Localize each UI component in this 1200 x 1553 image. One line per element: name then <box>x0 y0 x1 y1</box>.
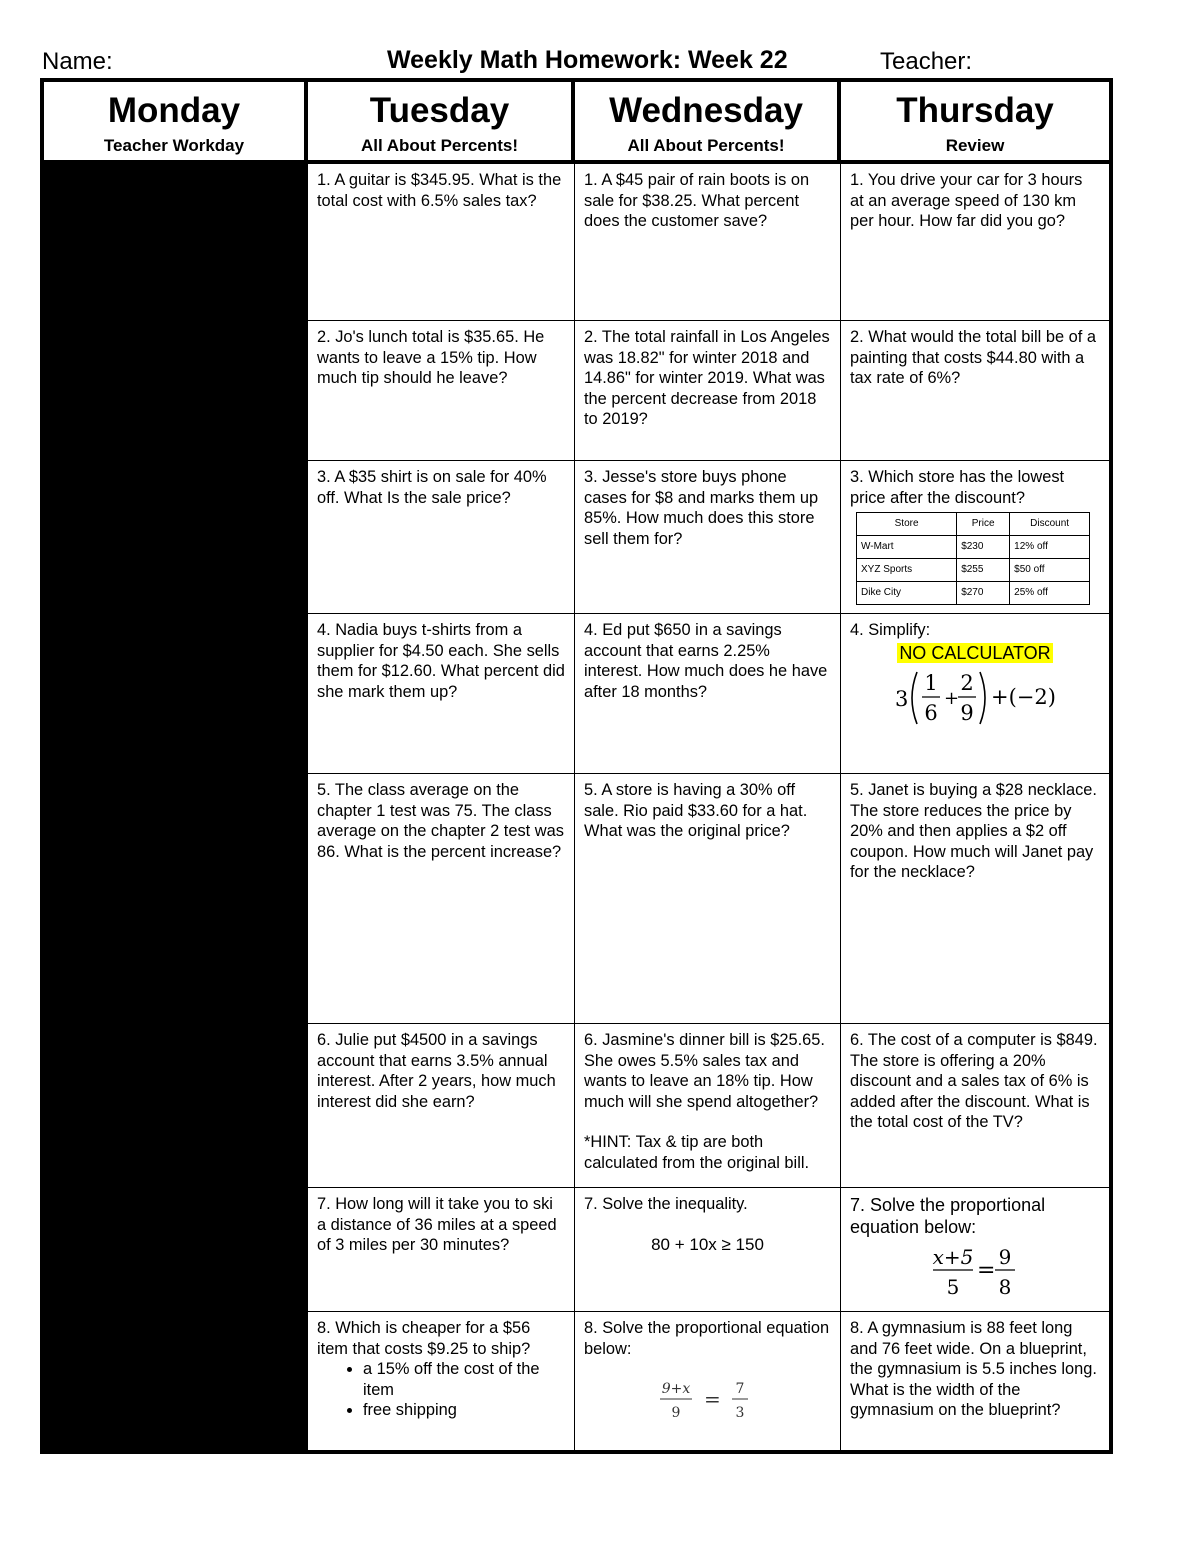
rhs-numerator: 7 <box>735 1381 744 1397</box>
lhs-numerator: x+5 <box>932 1245 974 1269</box>
question-text: 4. Ed put $650 in a savings account that earns 2.25% interest. How much does he have after 18 months? <box>584 621 828 701</box>
question-text: 1. A $45 pair of rain boots is on sale for $38.25. What percent does the customer save? <box>584 171 810 230</box>
wednesday-q5 <box>575 774 841 1024</box>
table-row <box>857 536 1090 559</box>
question-text: 2. What would the total bill be of a painting that costs $44.80 with a tax rate of 6%? <box>850 328 1097 387</box>
table-cell: $50 off <box>1010 559 1090 582</box>
question-text: 3. A $35 shirt is on sale for 40% off. What Is the sale price? <box>317 468 547 507</box>
thursday-q2 <box>841 321 1113 461</box>
question-text: 4. Nadia buys t-shirts from a supplier for $4.50 each. She sells them for $12.60. What percent did she mark them up? <box>317 621 565 701</box>
wednesday-q4 <box>575 614 841 774</box>
tuesday-q2 <box>308 321 575 461</box>
table-header: Store <box>857 513 957 536</box>
lhs-denominator: 9 <box>671 1405 680 1421</box>
question-text: 6. The cost of a computer is $849. The store is offering a 20% discount and a sales tax of 6% is added after the discount. What is the total cost of the TV? <box>850 1031 1098 1131</box>
left-paren <box>912 672 917 724</box>
day-subtitle: Teacher Workday <box>103 136 245 155</box>
thursday-q7 <box>841 1188 1113 1312</box>
equals-sign: = <box>977 1258 996 1283</box>
question-text: 6. Julie put $4500 in a savings account that earns 3.5% annual interest. After 2 years, how much interest did she earn? <box>317 1031 556 1111</box>
highlighted-note: NO CALCULATOR <box>899 642 1051 663</box>
right-paren <box>980 672 985 724</box>
table-header: Discount <box>1010 513 1090 536</box>
question-text: 1. A guitar is $345.95. What is the total cost with 6.5% sales tax? <box>317 171 562 210</box>
tuesday-q6 <box>308 1024 575 1188</box>
tuesday-q4 <box>308 614 575 774</box>
fraction1-denominator: 6 <box>924 701 938 725</box>
tuesday-q5 <box>308 774 575 1024</box>
question-text: 6. Jasmine's dinner bill is $25.65. She owes 5.5% sales tax and wants to leave an 18% tip. How much will she spend altogether? <box>584 1031 825 1111</box>
fraction2-numerator: 2 <box>960 671 974 695</box>
day-header-monday <box>40 78 308 164</box>
wednesday-q1 <box>575 164 841 321</box>
wednesday-q7 <box>575 1188 841 1312</box>
table-header-row <box>857 513 1090 536</box>
expression-tail: +(−2) <box>991 685 1056 709</box>
day-subtitle: All About Percents! <box>627 136 785 155</box>
table-cell: 12% off <box>1010 536 1090 559</box>
teacher-label: Teacher: <box>880 48 973 75</box>
coefficient: 3 <box>895 687 909 711</box>
day-subtitle: Review <box>945 136 1005 155</box>
wednesday-q2 <box>575 321 841 461</box>
thursday-q5 <box>841 774 1113 1024</box>
no-calculator-note <box>850 643 1100 665</box>
day-name: Tuesday <box>369 91 510 130</box>
question-text: 5. A store is having a 30% off sale. Rio paid $33.60 for a hat. What was the original price? <box>584 781 808 840</box>
table-row <box>857 559 1090 582</box>
question-text: 4. Simplify: <box>850 621 931 639</box>
question-text: 2. Jo's lunch total is $35.65. He wants to leave a 15% tip. How much tip should he leave? <box>317 328 545 387</box>
table-row <box>857 582 1090 605</box>
page-header <box>40 44 1112 78</box>
lhs-numerator: 9+x <box>661 1381 690 1397</box>
thursday-q4 <box>841 614 1113 774</box>
thursday-q3 <box>841 461 1113 614</box>
table-cell: Dike City <box>857 582 957 605</box>
option-list <box>317 1359 565 1421</box>
name-label: Name: <box>42 48 113 75</box>
table-cell: 25% off <box>1010 582 1090 605</box>
rhs-numerator: 9 <box>998 1245 1012 1269</box>
day-subtitle: All About Percents! <box>360 136 519 155</box>
hint-text: *HINT: Tax & tip are both calculated from the original bill. <box>584 1133 810 1172</box>
table-cell: W-Mart <box>857 536 957 559</box>
wednesday-q3 <box>575 461 841 614</box>
table-cell: XYZ Sports <box>857 559 957 582</box>
inequality-equation: 80 + 10x ≥ 150 <box>651 1234 764 1254</box>
question-text: 1. You drive your car for 3 hours at an average speed of 130 km per hour. How far did you go? <box>850 171 1083 230</box>
question-text: 7. How long will it take you to ski a distance of 36 miles at a speed of 3 miles per 30 minutes? <box>317 1195 557 1254</box>
proportion-equation <box>915 1238 1035 1302</box>
store-discount-table <box>856 512 1090 605</box>
day-name: Wednesday <box>609 91 803 130</box>
wednesday-q8 <box>575 1312 841 1454</box>
equals-sign: = <box>703 1387 721 1411</box>
tuesday-q3 <box>308 461 575 614</box>
list-item: • a 15% off the cost of the item <box>363 1359 565 1400</box>
plus-sign: + <box>944 688 960 709</box>
tuesday-q1 <box>308 164 575 321</box>
monday-blackout <box>40 164 308 1454</box>
tuesday-q7 <box>308 1188 575 1312</box>
rhs-denominator: 3 <box>735 1405 744 1421</box>
tuesday-q8 <box>308 1312 575 1454</box>
thursday-q6 <box>841 1024 1113 1188</box>
day-header-wednesday <box>575 78 841 164</box>
question-text: 8. A gymnasium is 88 feet long and 76 feet wide. On a blueprint, the gymnasium is 5.5 inches long. What is the width of the gymnasium on the blueprint? <box>850 1319 1097 1419</box>
question-text: 7. Solve the inequality. <box>584 1195 748 1213</box>
question-text: 3. Which store has the lowest price after the discount? <box>850 468 1065 507</box>
question-text: 5. The class average on the chapter 1 test was 75. The class average on the chapter 2 test was 86. What is the percent increase? <box>317 781 564 861</box>
table-cell: $230 <box>957 536 1010 559</box>
rhs-denominator: 8 <box>998 1275 1012 1299</box>
fraction2-denominator: 9 <box>960 701 974 725</box>
question-text: 8. Solve the proportional equation below: <box>584 1319 830 1358</box>
question-text: 7. Solve the proportional equation below: <box>850 1195 1046 1237</box>
day-name: Monday <box>107 91 241 130</box>
table-cell: $255 <box>957 559 1010 582</box>
simplify-expression <box>885 664 1065 730</box>
thursday-q1 <box>841 164 1113 321</box>
question-text: 2. The total rainfall in Los Angeles was 18.82" for winter 2018 and 14.86" for winter 2019. What was the percent decrease from 2018 to 2019? <box>584 328 830 428</box>
question-text: 8. Which is cheaper for a $56 item that costs $9.25 to ship? <box>317 1319 531 1358</box>
table-cell: $270 <box>957 582 1010 605</box>
question-text: 3. Jesse's store buys phone cases for $8 and marks them up 85%. How much does this store sell them for? <box>584 468 819 548</box>
list-item: • free shipping <box>363 1400 565 1421</box>
day-header-thursday <box>841 78 1113 164</box>
day-name: Thursday <box>896 91 1054 130</box>
thursday-q8 <box>841 1312 1113 1454</box>
proportion-equation <box>648 1373 768 1433</box>
fraction1-numerator: 1 <box>924 671 938 695</box>
day-header-tuesday <box>308 78 575 164</box>
question-text: 5. Janet is buying a $28 necklace. The store reduces the price by 20% and then applies a $2 off coupon. How much will Janet pay for the necklace? <box>850 781 1097 881</box>
homework-grid <box>40 78 1113 1454</box>
table-header: Price <box>957 513 1010 536</box>
page-title: Weekly Math Homework: Week 22 <box>387 46 788 74</box>
wednesday-q6 <box>575 1024 841 1188</box>
lhs-denominator: 5 <box>946 1275 960 1299</box>
